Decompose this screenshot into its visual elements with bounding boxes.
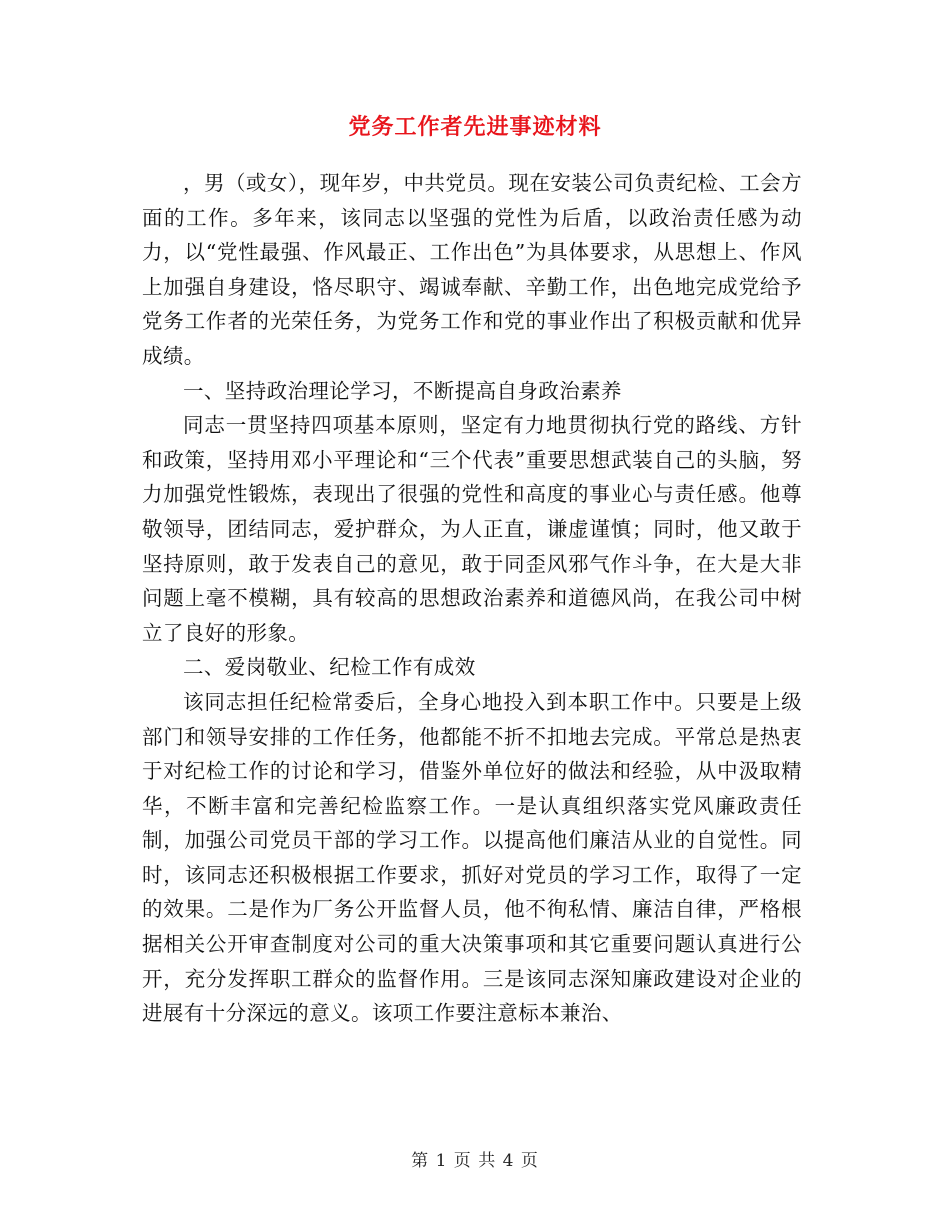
section-2-paragraph: 该同志担任纪检常委后，全身心地投入到本职工作中。只要是上级部门和领导安排的工作任务，他都能不折不扣地去完成。平常总是热衷于对纪检工作的讨论和学习，借鉴外单位好的做法和经验，从中汲取精华，不断丰富和完善纪检监察工作。一是认真组织落实党风廉政责任制，加强公司党员干部的学习工作。以提高他们廉洁从业的自觉性。同时，该同志还积极根据工作要求，抓好对党员的学习工作，取得了一定的效果。二是作为厂务公开监督人员，他不徇私情、廉洁自律，严格根据相关公开审查制度对公司的重大决策事项和其它重要问题认真进行公开，充分发挥职工群众的监督作用。三是该同志深知廉政建设对企业的进展有十分深远的意义。该项工作要注意标本兼治、 [142,689,802,1026]
intro-paragraph: ，男（或女），现年岁，中共党员。现在安装公司负责纪检、工会方面的工作。多年来，该同志以坚强的党性为后盾，以政治责任感为动力，以“党性最强、作风最正、工作出色”为具体要求，从思想上、作风上加强自身建设，恪尽职守、竭诚奉献、辛勤工作，出色地完成党给予党务工作者的光荣任务，为党务工作和党的事业作出了积极贡献和优异成绩。 [142,171,802,368]
section-heading-1: 一、坚持政治理论学习，不断提高自身政治素养 [183,378,622,403]
section-heading-2: 二、爱岗敬业、纪检工作有成效 [183,655,476,680]
section-1-paragraph: 同志一贯坚持四项基本原则，坚定有力地贯彻执行党的路线、方针和政策，坚持用邓小平理论和“三个代表”重要思想武装自己的头脑，努力加强党性锻炼，表现出了很强的党性和高度的事业心与责任感。他尊敬领导，团结同志，爱护群众，为人正直，谦虚谨慎；同时，他又敢于坚持原则，敢于发表自己的意见，敢于同歪风邪气作斗争，在大是大非问题上毫不模糊，具有较高的思想政治素养和道德风尚，在我公司中树立了良好的形象。 [142,413,802,645]
page-number-footer: 第 1 页 共 4 页 [411,1151,539,1171]
document-body [142,166,802,1031]
document-title: 党务工作者先进事迹材料 [348,114,602,140]
